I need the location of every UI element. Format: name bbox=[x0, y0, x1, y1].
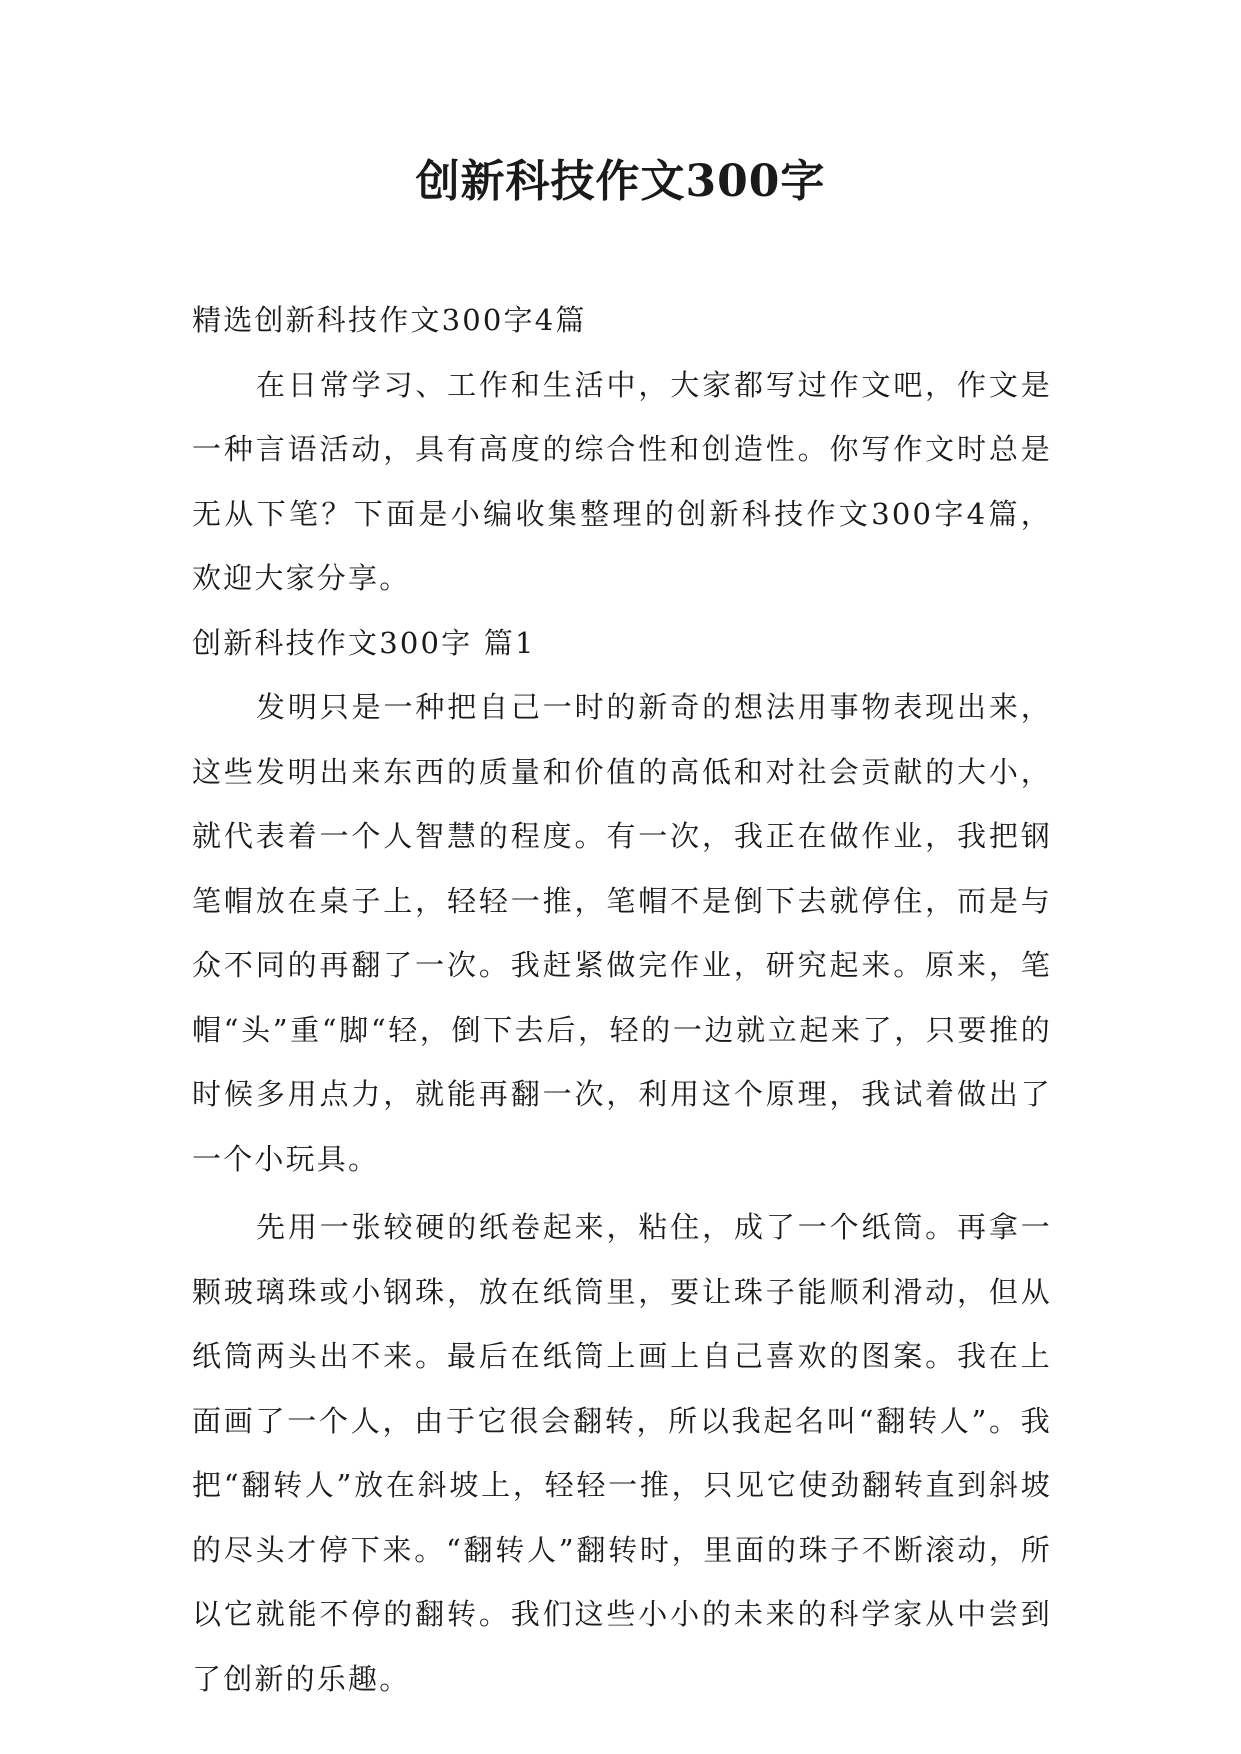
body-paragraph: 先用一张较硬的纸卷起来，粘住，成了一个纸筒。再拿一颗玻璃珠或小钢珠，放在纸筒里，要让珠子能顺利滑动，但从纸筒两头出不来。最后在纸筒上画上自己喜欢的图案。我在上面画了一个人，由于它很会翻转，所以我起名叫“翻转人”。我把“翻转人”放在斜坡上，轻轻一推，只见它使劲翻转直到斜坡的尽头才停下来。“翻转人”翻转时，里面的珠子不断滚动，所以它就能不停的翻转。我们这些小小的未来的科学家从中尝到了创新的乐趣。 bbox=[192, 1210, 1052, 1696]
section-heading: 创新科技作文300字 篇1 bbox=[192, 625, 536, 660]
document-body bbox=[192, 288, 1052, 1711]
document-subtitle: 精选创新科技作文300字4篇 bbox=[192, 303, 587, 337]
document-title: 创新科技作文300字 bbox=[415, 156, 826, 207]
intro-paragraph: 在日常学习、工作和生活中，大家都写过作文吧，作文是一种言语活动，具有高度的综合性和创造性。你写作文时总是无从下笔？下面是小编收集整理的创新科技作文300字4篇，欢迎大家分享。 bbox=[192, 367, 1052, 595]
body-paragraph: 发明只是一种把自己一时的新奇的想法用事物表现出来，这些发明出来东西的质量和价值的高低和对社会贡献的大小，就代表着一个人智慧的程度。有一次，我正在做作业，我把钢笔帽放在桌子上，轻轻一推，笔帽不是倒下去就停住，而是与众不同的再翻了一次。我赶紧做完作业，研究起来。原来，笔帽“头”重“脚“轻，倒下去后，轻的一边就立起来了，只要推的时候多用点力，就能再翻一次，利用这个原理，我试着做出了一个小玩具。 bbox=[192, 690, 1052, 1176]
